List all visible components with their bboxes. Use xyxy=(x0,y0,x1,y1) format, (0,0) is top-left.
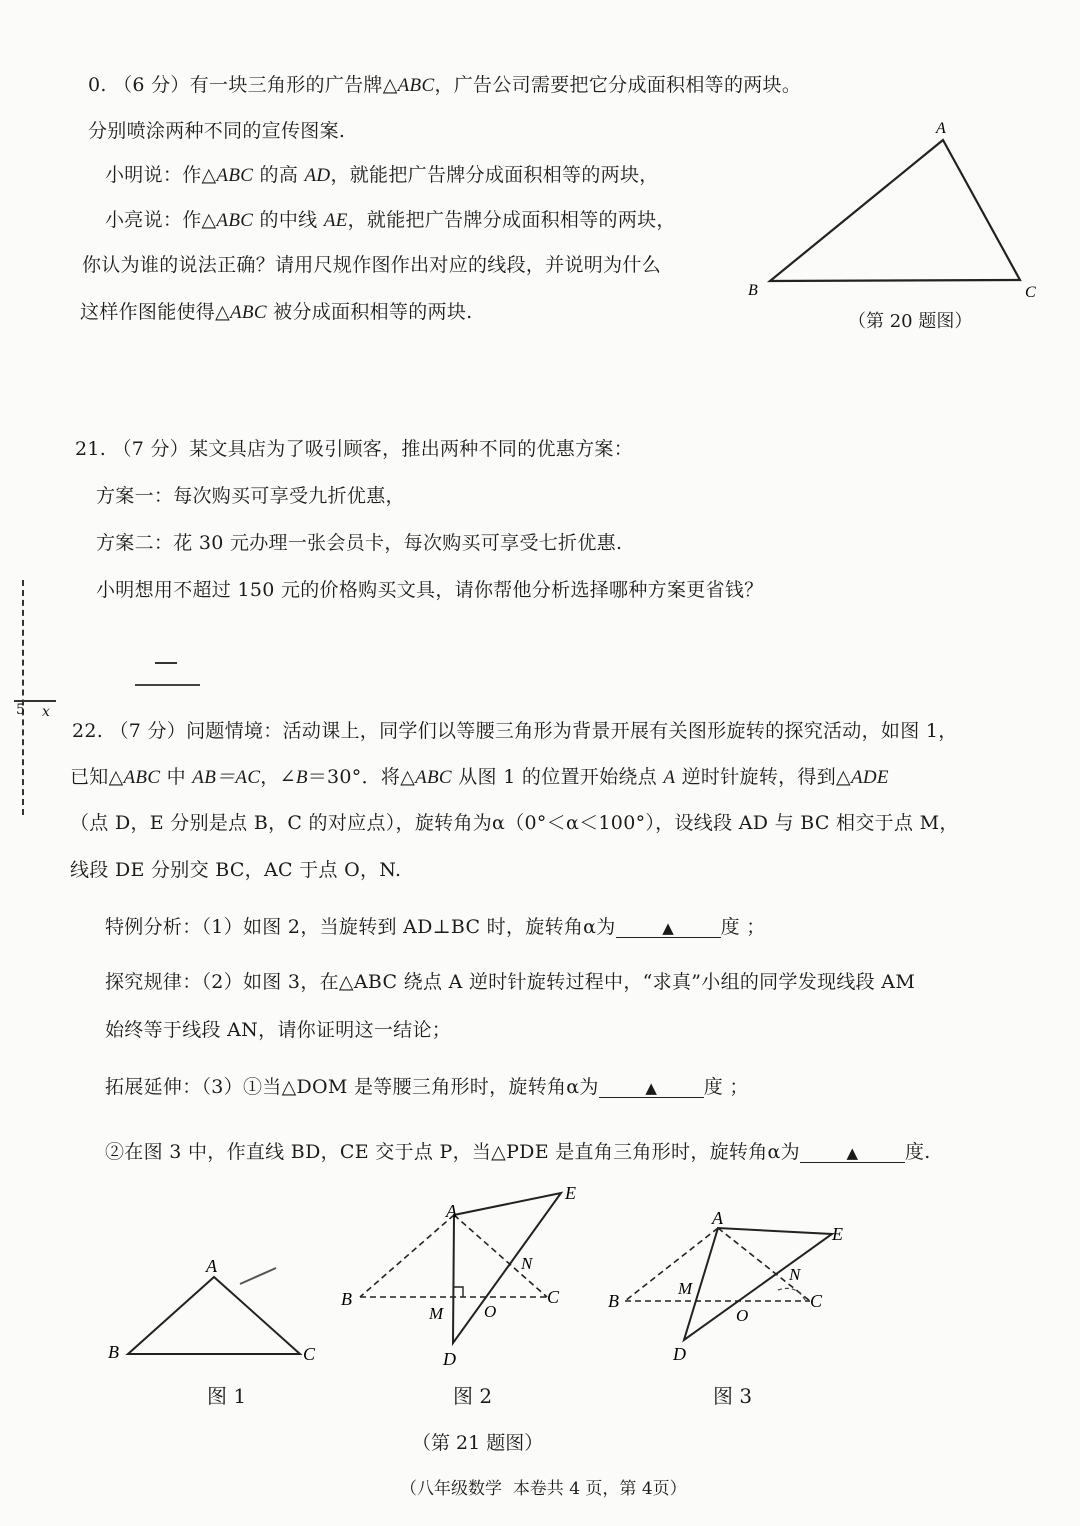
pen-mark-2 xyxy=(135,684,200,686)
fig2-label-e: E xyxy=(565,1183,576,1203)
q20-l6b: 被分成面积相等的两块. xyxy=(266,301,473,323)
fig2-label-d: D xyxy=(443,1349,456,1369)
footer-open: （ xyxy=(400,1479,417,1499)
fig1-triangle xyxy=(128,1277,300,1354)
q22-p1b: 度 ； xyxy=(720,916,766,938)
fig3-label-c: C xyxy=(810,1291,823,1311)
q22-l2f: 逆时针旋转，得到△ xyxy=(675,766,851,788)
fig2-right-angle xyxy=(453,1287,463,1297)
fig2-ab-dashed xyxy=(360,1215,454,1297)
fig2-label-a: A xyxy=(446,1201,457,1221)
q20-l3abc: ABC xyxy=(216,165,254,186)
q22-line2 xyxy=(70,762,889,789)
fig2-label-n: N xyxy=(521,1254,533,1273)
fig3-label-a: A xyxy=(712,1208,723,1228)
q20-l3a: 小明说：作△ xyxy=(105,164,217,186)
binding-line xyxy=(22,580,38,815)
q21-text: 某文具店为了吸引顾客，推出两种不同的优惠方案： xyxy=(189,438,634,460)
q21-question: 小明想用不超过 150 元的价格购买文具，请你帮他分析选择哪种方案更省钱？ xyxy=(96,579,764,601)
q22-l2b: 中 xyxy=(160,766,193,788)
q21-plan2: 方案二：花 30 元办理一张会员卡，每次购买可享受七折优惠. xyxy=(96,532,623,554)
q22-p4a: ②在图 3 中，作直线 BD，CE 交于点 P，当△PDE 是直角三角形时，旋转角α为 xyxy=(105,1141,800,1163)
page-footer xyxy=(400,1474,687,1499)
q22-figure-1 xyxy=(100,1250,340,1370)
fig2-label-b: B xyxy=(341,1289,352,1309)
q22-caption: （第 21 题图） xyxy=(412,1432,544,1454)
fig2-caption: 图 2 xyxy=(453,1384,493,1408)
fig1-label-b: B xyxy=(108,1342,119,1362)
q20-line3 xyxy=(105,160,659,187)
q22-l1: 问题情境：活动课上，同学们以等腰三角形为背景开展有关图形旋转的探究活动，如图 1， xyxy=(186,720,958,742)
fig2-triangle-ade xyxy=(453,1193,561,1343)
fig3-label-o: O xyxy=(736,1306,749,1325)
q22-part4 xyxy=(105,1137,931,1164)
q22-part2a: 探究规律：（2）如图 3，在△ABC 绕点 A 逆时针旋转过程中，“求真”小组的同学发现线段 AM xyxy=(105,971,916,993)
q20-l3ad: AD xyxy=(304,165,331,186)
fig1-caption: 图 1 xyxy=(207,1384,247,1408)
q22-l2ade: ADE xyxy=(850,767,889,788)
q20-abc: ABC xyxy=(397,75,435,96)
q20-line1 xyxy=(88,70,801,97)
q22-l2a2: A xyxy=(663,767,676,788)
q20-l6abc: ABC xyxy=(230,302,267,323)
q22-l2abc: ABC xyxy=(123,767,161,788)
footer-pages: 本卷共 4 页，第 4页） xyxy=(512,1479,687,1499)
fig3-label-d: D xyxy=(673,1344,686,1364)
q20-line6 xyxy=(80,297,473,324)
q22-figure-2 xyxy=(335,1175,595,1375)
fig3-label-n: N xyxy=(789,1265,801,1284)
answer-blank-3[interactable]: ▲ xyxy=(800,1144,905,1163)
q22-number: 22. xyxy=(72,720,104,742)
q22-l2a: 已知△ xyxy=(70,766,124,788)
q22-l2d: ＝30°．将△ xyxy=(307,766,416,788)
q20-l4abc: ABC xyxy=(216,210,254,231)
q22-part1 xyxy=(105,912,766,939)
q20-line5: 你认为谁的说法正确？请用尺规作图作出对应的线段，并说明为什么 xyxy=(82,254,662,276)
margin-mark-2: x xyxy=(42,704,50,720)
q20-l4b: 的中线 xyxy=(253,209,324,231)
q20-number: 0. xyxy=(88,74,107,96)
q21-line1 xyxy=(75,434,633,461)
q22-line3: （点 D，E 分别是点 B，C 的对应点），旋转角为α（0°＜α＜100°），设线段 AD 与 BC 相交于点 M， xyxy=(70,812,959,834)
q20-l4ae: AE xyxy=(323,210,348,231)
pen-mark xyxy=(155,662,177,664)
q20-figure xyxy=(740,115,1050,310)
q22-part3 xyxy=(105,1072,749,1099)
fig2-label-o: O xyxy=(484,1302,497,1321)
q20-text: 有一块三角形的广告牌△ xyxy=(189,74,398,96)
q20-l3b: 的高 xyxy=(253,164,305,186)
q22-figure-3 xyxy=(600,1200,870,1375)
fig2-label-m: M xyxy=(429,1304,444,1323)
fig3-arc xyxy=(778,1288,805,1300)
q20-label-a: A xyxy=(936,120,946,137)
q21-points: （7 分） xyxy=(112,438,190,460)
fig3-label-b: B xyxy=(608,1291,619,1311)
fig1-label-c: C xyxy=(303,1344,316,1364)
fig3-label-m: M xyxy=(678,1279,693,1298)
q20-line2: 分别喷涂两种不同的宣传图案. xyxy=(88,120,346,142)
q22-p4b: 度. xyxy=(904,1141,931,1163)
q21-plan1: 方案一：每次购买可享受九折优惠， xyxy=(96,485,405,507)
answer-blank-1[interactable]: ▲ xyxy=(616,919,721,938)
q20-label-b: B xyxy=(748,282,758,299)
q22-p3b: 度 ； xyxy=(703,1076,749,1098)
answer-blank-2[interactable]: ▲ xyxy=(599,1079,704,1098)
q22-p3a: 拓展延伸：（3）①当△DOM 是等腰三角形时，旋转角α为 xyxy=(105,1076,599,1098)
q22-l2abc2: ABC xyxy=(415,767,452,788)
q21-number: 21. xyxy=(75,438,107,460)
q20-caption: （第 20 题图） xyxy=(848,311,973,332)
fig3-label-e: E xyxy=(832,1224,843,1244)
q22-points: （7 分） xyxy=(109,720,187,742)
q22-line1 xyxy=(72,716,958,743)
q22-l2e: 从图 1 的位置开始绕点 xyxy=(451,766,664,788)
q20-l6a: 这样作图能使得△ xyxy=(80,301,231,323)
margin-mark-1: 5 xyxy=(16,702,25,718)
q20-l3c: ，就能把广告牌分成面积相等的两块， xyxy=(330,164,659,186)
footer-subject: 八年级数学 xyxy=(417,1479,502,1499)
fig2-label-c: C xyxy=(547,1287,560,1307)
q20-l4c: ，就能把广告牌分成面积相等的两块， xyxy=(347,209,676,231)
q20-label-c: C xyxy=(1025,284,1036,301)
q20-points: （6 分） xyxy=(113,74,190,96)
q22-line4: 线段 DE 分别交 BC，AC 于点 O，N. xyxy=(70,859,402,881)
q20-triangle xyxy=(770,140,1020,281)
fig3-caption: 图 3 xyxy=(713,1384,753,1408)
fig1-pen-stroke xyxy=(240,1268,276,1284)
q22-part2b: 始终等于线段 AN，请你证明这一结论； xyxy=(105,1019,452,1041)
fig3-ab-dashed xyxy=(625,1228,718,1301)
q20-l4a: 小亮说：作△ xyxy=(105,209,217,231)
q22-l2eq: AB＝AC xyxy=(192,767,261,788)
fig1-label-a: A xyxy=(206,1256,217,1276)
q22-p1a: 特例分析：（1）如图 2，当旋转到 AD⊥BC 时，旋转角α为 xyxy=(105,916,616,938)
q22-l2c: ，∠ xyxy=(260,766,296,788)
q20-line4 xyxy=(105,205,676,232)
fig2-ac-dashed xyxy=(454,1215,547,1297)
q22-l2bb: B xyxy=(295,767,308,788)
q20-text-tail: ，广告公司需要把它分成面积相等的两块。 xyxy=(434,74,802,96)
fig3-triangle-ade xyxy=(684,1228,832,1340)
